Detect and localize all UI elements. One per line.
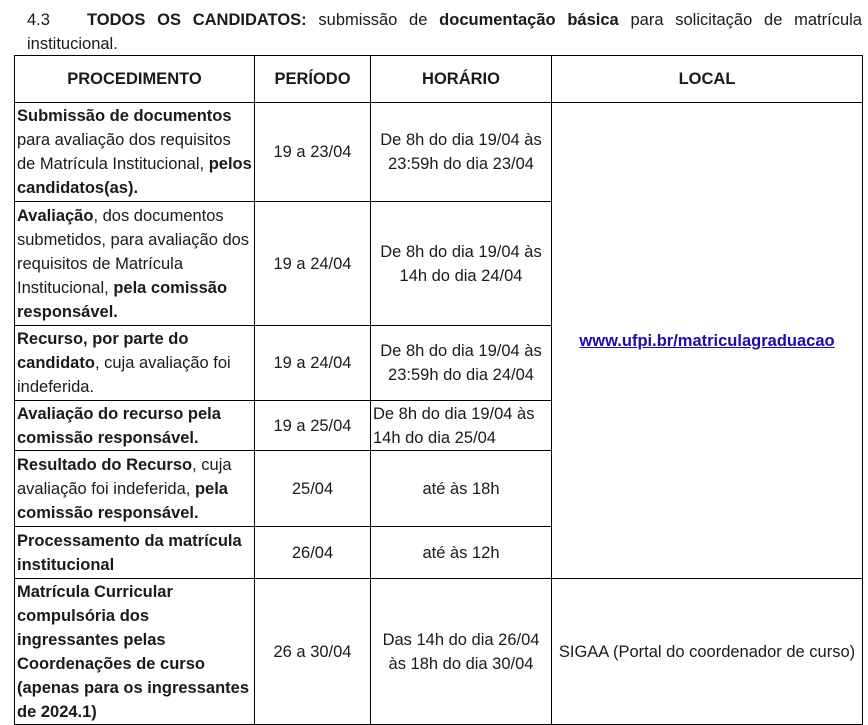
header-procedimento: PROCEDIMENTO [15, 56, 255, 103]
table-header-row [15, 56, 863, 103]
section-heading [27, 8, 862, 56]
procedimento-cell: Recurso, por parte do candidato, cuja avaliação foi indeferida. [15, 326, 255, 401]
local-cell: SIGAA (Portal do coordenador de curso) [552, 579, 863, 725]
horario-cell: De 8h do dia 19/04 às 23:59h do dia 24/04 [371, 326, 552, 401]
table-row [15, 579, 863, 725]
procedimento-cell: Resultado do Recurso, cuja avaliação foi indeferida, pela comissão responsável. [15, 451, 255, 527]
procedimento-cell: Matrícula Curricular compulsória dos ingressantes pelas Coordenações de curso (apenas para os ingressantes de 2024.1) [15, 579, 255, 725]
header-horario: HORÁRIO [371, 56, 552, 103]
horario-cell: até às 18h [371, 451, 552, 527]
local-link-cell [552, 103, 863, 579]
periodo-cell: 26 a 30/04 [255, 579, 371, 725]
horario-cell: De 8h do dia 19/04 às 23:59h do dia 23/04 [371, 103, 552, 202]
local-link[interactable]: www.ufpi.br/matriculagraduacao [579, 331, 835, 350]
section-title: TODOS OS CANDIDATOS: [87, 11, 307, 29]
horario-cell: até às 12h [371, 527, 552, 579]
section-number: 4.3 [27, 11, 50, 29]
periodo-cell: 19 a 23/04 [255, 103, 371, 202]
section-text-1: submissão de [306, 11, 440, 29]
header-local: LOCAL [552, 56, 863, 103]
schedule-table [14, 55, 863, 725]
horario-cell: Das 14h do dia 26/04 às 18h do dia 30/04 [371, 579, 552, 725]
procedimento-cell: Avaliação, dos documentos submetidos, para avaliação dos requisitos de Matrícula Institucional, pela comissão responsável. [15, 202, 255, 326]
section-text-2: para solicitação de matrícula institucional. [27, 11, 862, 53]
section-text-bold: documentação básica [439, 11, 619, 29]
header-periodo: PERÍODO [255, 56, 371, 103]
table-row [15, 103, 863, 202]
horario-cell: De 8h do dia 19/04 às 14h do dia 24/04 [371, 202, 552, 326]
periodo-cell: 19 a 25/04 [255, 401, 371, 451]
procedimento-cell: Avaliação do recurso pela comissão responsável. [15, 401, 255, 451]
horario-cell: De 8h do dia 19/04 às 14h do dia 25/04 [371, 401, 552, 451]
procedimento-cell: Processamento da matrícula institucional [15, 527, 255, 579]
periodo-cell: 19 a 24/04 [255, 326, 371, 401]
periodo-cell: 25/04 [255, 451, 371, 527]
periodo-cell: 19 a 24/04 [255, 202, 371, 326]
procedimento-cell: Submissão de documentos para avaliação dos requisitos de Matrícula Institucional, pelos candidatos(as). [15, 103, 255, 202]
periodo-cell: 26/04 [255, 527, 371, 579]
